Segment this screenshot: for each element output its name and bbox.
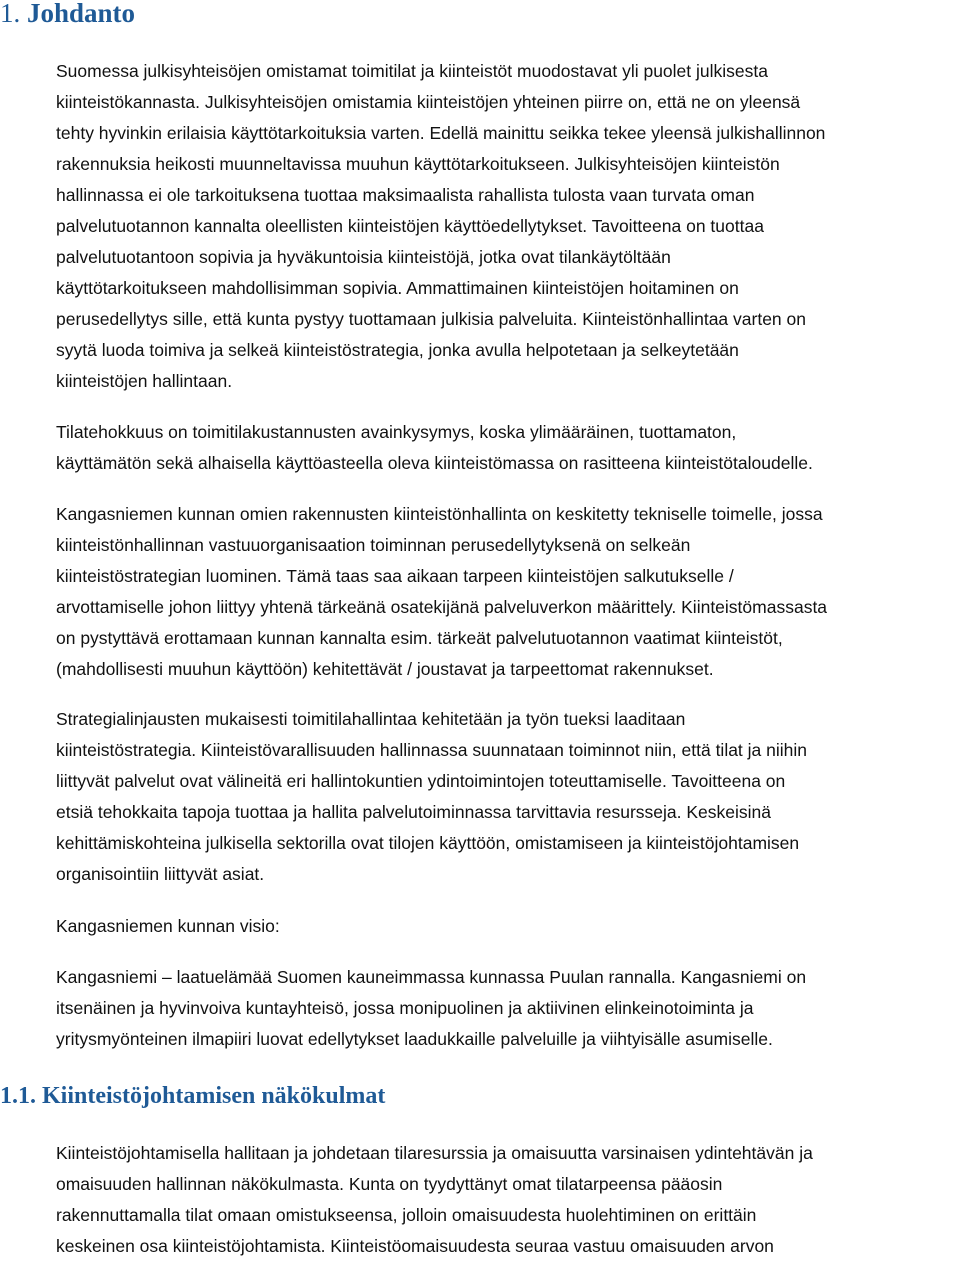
text-line: kiinteistöstrategian luominen. Tämä taas saa aikaan tarpeen kiinteistöjen salkutukselle / [56,566,734,586]
text-line: organisointiin liittyvät asiat. [56,864,265,884]
text-line: itsenäinen ja hyvinvoiva kuntayhteisö, jossa monipuolinen ja aktiivinen elinkeinotoiminta ja [56,998,754,1018]
text-line: Tilatehokkuus on toimitilakustannusten avainkysymys, koska ylimääräinen, tuottamaton, [56,422,737,442]
heading-johdanto [0,0,135,29]
text-line: rakennuttamalla tilat omaan omistukseensa, jolloin omaisuudesta huolehtiminen on erittäin [56,1205,757,1225]
text-line: hallinnassa ei ole tarkoituksena tuottaa maksimaalista rahallista tulosta vaan turvata oman [56,185,755,205]
heading-title: Johdanto [27,0,136,28]
text-line: palvelutuotantoon sopivia ja hyväkuntoisia kiinteistöjä, jotka ovat tilankäytöltään [56,247,671,267]
paragraph-intro [56,56,960,397]
text-line: Strategialinjausten mukaisesti toimitilahallintaa kehitetään ja työn tueksi laaditaan [56,709,686,729]
text-line: (mahdollisesti muuhun käyttöön) kehitettävät / joustavat ja tarpeettomat rakennukset. [56,659,714,679]
text-line: kiinteistöstrategia. Kiinteistövarallisuuden hallinnassa suunnataan toiminnot niin, että tilat ja niihin [56,740,808,760]
text-line: rakennuksia heikosti muunneltavissa muuhun käyttötarkoitukseen. Julkisyhteisöjen kiinteistön [56,154,780,174]
text-line: omaisuuden hallinnan näkökulmasta. Kunta on tyydyttänyt omat tilatarpeensa pääosin [56,1174,723,1194]
text-line: Kangasniemen kunnan omien rakennusten kiinteistönhallinta on keskitetty tekniselle toimelle, jossa [56,504,823,524]
text-line: arvottamiselle johon liittyy yhtenä tärkeänä osatekijänä palveluverkon määrittely. Kiinteistömassasta [56,597,828,617]
heading-kiinteistojohtamisen-nakokulmat: 1.1. Kiinteistöjohtamisen näkökulmat [0,1083,386,1109]
paragraph-visio-label [56,911,960,942]
text-line: Suomessa julkisyhteisöjen omistamat toimitilat ja kiinteistöt muodostavat yli puolet julkisesta [56,61,768,81]
text-line: keskeinen osa kiinteistöjohtamista. Kiinteistöomaisuudesta seuraa vastuu omaisuuden arvon [56,1236,774,1256]
text-line: palvelutuotannon kannalta oleellisten kiinteistöjen käyttöedellytykset. Tavoitteena on tuottaa [56,216,764,236]
text-line: perusedellytys sille, että kunta pystyy tuottamaan julkisia palveluita. Kiinteistönhallintaa varten on [56,309,806,329]
text-line: käyttötarkoitukseen mahdollisimman sopivia. Ammattimainen kiinteistöjen hoitaminen on [56,278,739,298]
text-line: etsiä tehokkaita tapoja tuottaa ja hallita palvelutoiminnassa tarvittavia resursseja. Keskeisinä [56,802,771,822]
text-line: yritysmyönteinen ilmapiiri luovat edellytykset laadukkaille palveluille ja viihtyisälle asumiselle. [56,1029,773,1049]
text-line: kiinteistökannasta. Julkisyhteisöjen omistamia kiinteistöjen yhteinen piirre on, että ne on yleensä [56,92,801,112]
text-line: syytä luoda toimiva ja selkeä kiinteistöstrategia, jonka avulla helpotetaan ja selkeytetään [56,340,739,360]
heading-number: 1. [0,0,21,28]
paragraph-kiinteistojohtaminen [56,1138,960,1262]
text-line: liittyvät palvelut ovat välineitä eri hallintokuntien ydintoimintojen toteuttamiselle. Tavoitteena on [56,771,786,791]
paragraph-kiinteistonhallinta [56,499,960,685]
paragraph-visio [56,962,960,1055]
paragraph-tilatehokkuus [56,417,960,479]
text-line: kehittämiskohteina julkisella sektorilla ovat tilojen käyttöön, omistamiseen ja kiinteistöjohtamisen [56,833,800,853]
text-line: käyttämätön sekä alhaisella käyttöasteella oleva kiinteistömassa on rasitteena kiinteistötaloudelle. [56,453,813,473]
text-line: tehty hyvinkin erilaisia käyttötarkoituksia varten. Edellä mainittu seikka tekee yleensä julkishallinnon [56,123,826,143]
paragraph-strategialinjaukset [56,704,960,890]
text-line: on pystyttävä erottamaan kunnan kannalta esim. tärkeät palvelutuotannon vaatimat kiinteistöt, [56,628,783,648]
text-line: kiinteistöjen hallintaan. [56,371,233,391]
text-line: kiinteistönhallinnan vastuuorganisaation toiminnan perusedellytyksenä on selkeän [56,535,691,555]
text-line: Kangasniemi – laatuelämää Suomen kauneimmassa kunnassa Puulan rannalla. Kangasniemi on [56,967,807,987]
text-line: Kangasniemen kunnan visio: [56,916,280,936]
text-line: Kiinteistöjohtamisella hallitaan ja johdetaan tilaresurssia ja omaisuutta varsinaisen ydintehtävän ja [56,1143,813,1163]
